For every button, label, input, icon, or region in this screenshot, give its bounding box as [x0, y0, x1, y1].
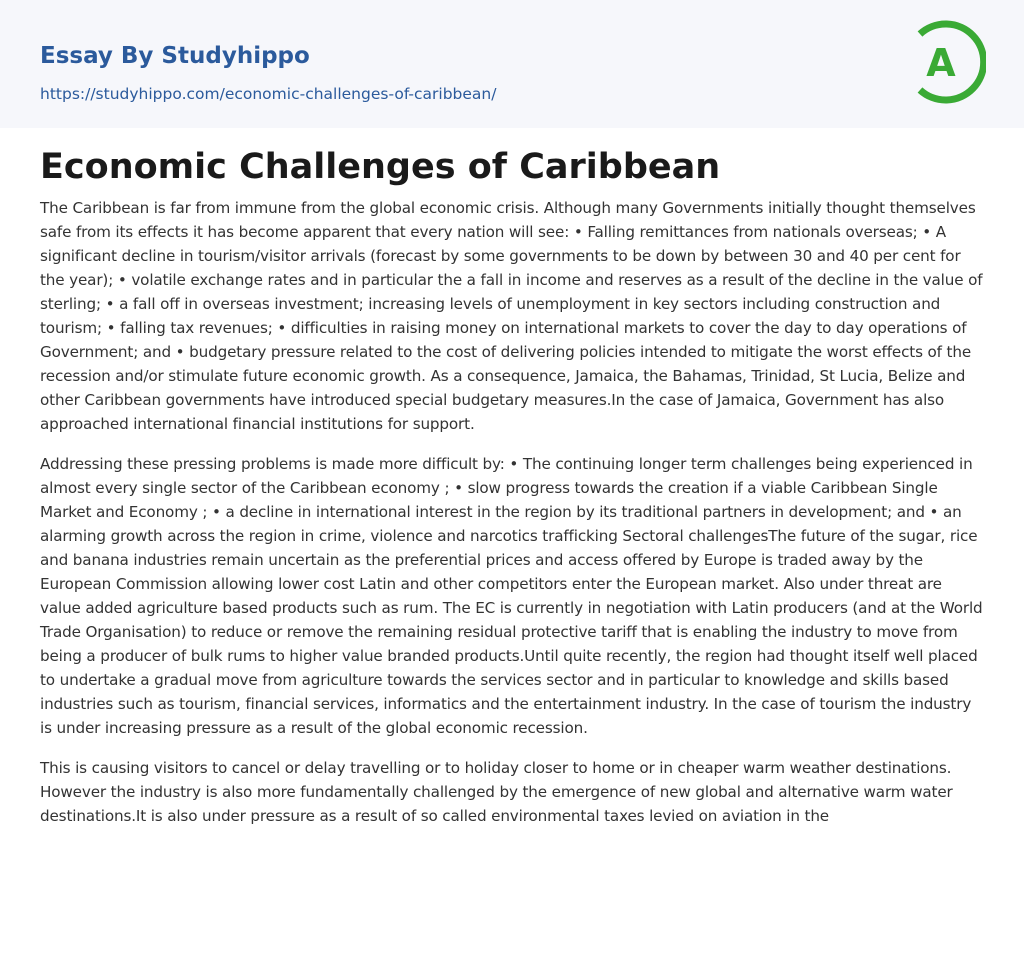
- studyhippo-logo-icon: [912, 18, 986, 106]
- brand-title: Essay By Studyhippo: [40, 43, 310, 69]
- site-header: [0, 0, 1024, 128]
- logo-letter: A: [926, 41, 956, 85]
- article-title: Economic Challenges of Caribbean: [40, 147, 721, 187]
- article-body: [0, 128, 1024, 828]
- article-paragraph: Addressing these pressing problems is made more difficult by: • The continuing longer term challenges being experienced in almost every single sector of the Caribbean economy ; • slow progress towards the creation if a viable Caribbean Single Market and Economy ; • a decline in international interest in the region by its traditional partners in development; and • an alarming growth across the region in crime, violence and narcotics trafficking Sectoral challengesThe future of the sugar, rice and banana industries remain uncertain as the preferential prices and access offered by Europe is traded away by the European Commission allowing lower cost Latin and other competitors enter the European market. Also under threat are value added agriculture based products such as rum. The EC is currently in negotiation with Latin producers (and at the World Trade Organisation) to reduce or remove the remaining residual protective tariff that is enabling the industry to move from being a producer of bulk rums to higher value branded products.Until quite recently, the region had thought itself well placed to undertake a gradual move from agriculture towards the services sector and in particular to knowledge and skills based industries such as tourism, financial services, informatics and the entertainment industry. In the case of tourism the industry is under increasing pressure as a result of the global economic recession.: [40, 455, 983, 737]
- essay-url-link[interactable]: https://studyhippo.com/economic-challenges-of-caribbean/: [40, 85, 497, 103]
- article-paragraph: This is causing visitors to cancel or delay travelling or to holiday closer to home or in cheaper warm weather destinations. However the industry is also more fundamentally challenged by the emergence of new global and alternative warm water destinations.It is also under pressure as a result of so called environmental taxes levied on aviation in the: [40, 759, 953, 825]
- article-paragraph: The Caribbean is far from immune from the global economic crisis. Although many Governments initially thought themselves safe from its effects it has become apparent that every nation will see: • Falling remittances from nationals overseas; • A significant decline in tourism/visitor arrivals (forecast by some governments to be down by between 30 and 40 per cent for the year); • volatile exchange rates and in particular the a fall in income and reserves as a result of the decline in the value of sterling; • a fall off in overseas investment; increasing levels of unemployment in key sectors including construction and tourism; • falling tax revenues; • difficulties in raising money on international markets to cover the day to day operations of Government; and • budgetary pressure related to the cost of delivering policies intended to mitigate the worst effects of the recession and/or stimulate future economic growth. As a consequence, Jamaica, the Bahamas, Trinidad, St Lucia, Belize and other Caribbean governments have introduced special budgetary measures.In the case of Jamaica, Government has also approached international financial institutions for support.: [40, 199, 983, 433]
